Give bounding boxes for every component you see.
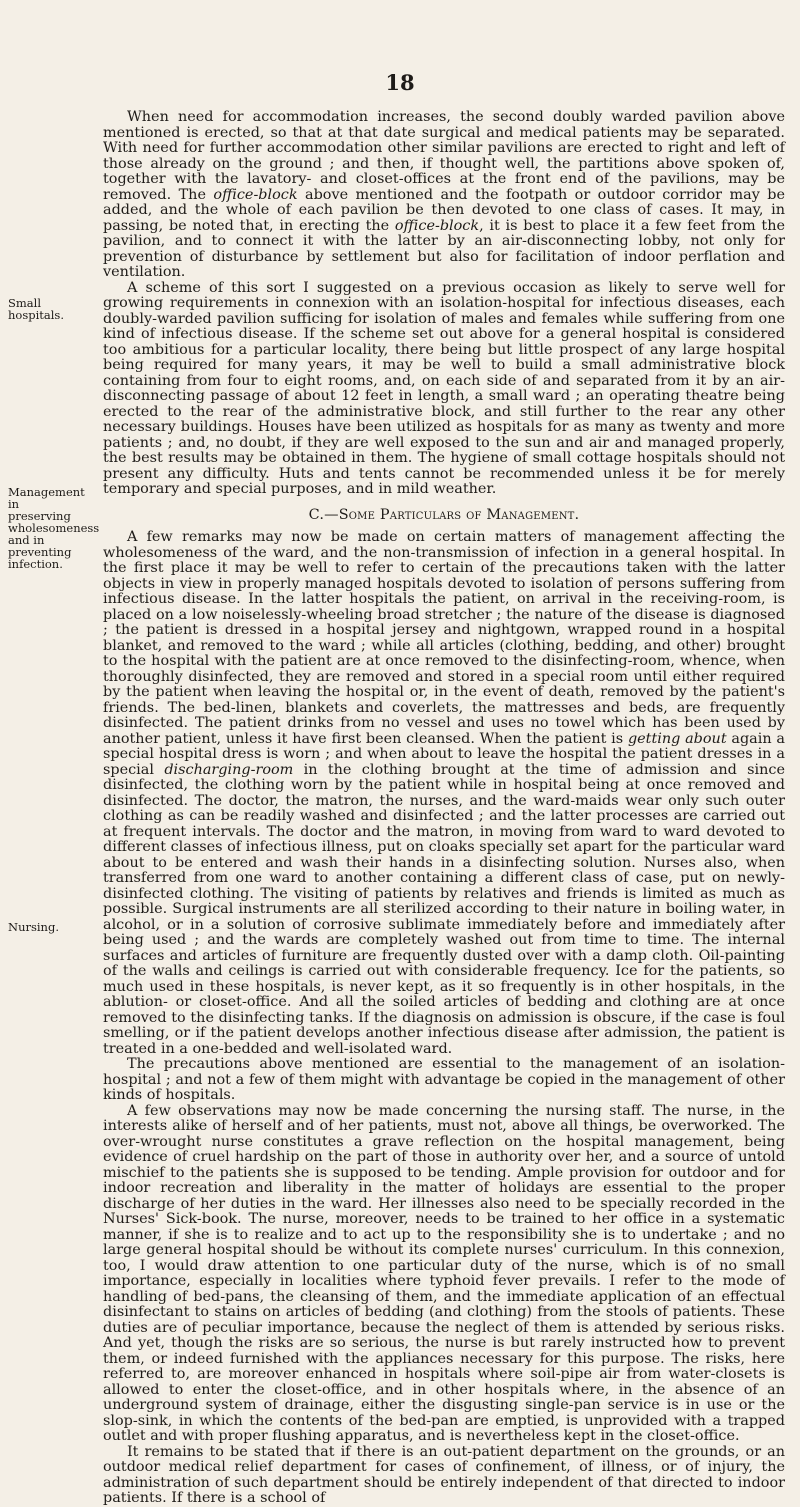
margin-note-small-hospitals: Small hospitals. bbox=[8, 296, 64, 322]
paragraph-small-hospitals: A scheme of this sort I suggested on a previous occasion as likely to serve well for growing requirements in connexion with an isolation-hospital for infectious diseases, each doubly-warded pavilion sufficing for isolation of males and females while suffering from one kind of infectious disease. If the scheme set out above for a general hospital is considered too ambitious for a particular locality, there being but little prospect of any large hospital being required for many years, it may be well to build a small administrative block containing from four to eight rooms, and, on each side of and separated from it by an air-disconnecting passage of about 12 feet in length, a small ward ; an operating theatre being erected to the rear of the administrative block, and still further to the rear any other necessary buildings. Houses have been utilized as hospitals for as many as twenty and more patients ; and, no doubt, if they are well exposed to the sun and air and managed properly, the best results may be obtained in them. The hygiene of small cottage hospitals should not present any difficulty. Huts and tents cannot be recommended unless it be for merely temporary and special purposes, and in mild weather. bbox=[103, 279, 785, 497]
page-body bbox=[103, 110, 785, 1507]
paragraph-out-patient: It remains to be stated that if there is an out-patient department on the grounds, or an outdoor medical relief department for cases of confinement, of illness, or of injury, the administration of such department should be entirely independent of that directed to indoor patients. If there is a school of bbox=[103, 1443, 785, 1506]
section-heading: C.—Some Particulars of Management. bbox=[308, 506, 580, 523]
paragraph-pavilions bbox=[103, 110, 785, 281]
page-number: 18 bbox=[385, 70, 415, 95]
text-run: in the clothing brought at the time of admission and since disinfected, the clothing worn by the patient while in hospital being at once removed and disinfected. The doctor, the matron, the nurses, and the ward-maids wear only such outer clothing as can be readily washed and disinfected ; and the latter processes are carried out at frequent intervals. The doctor and the matron, in moving from ward to ward devoted to different classes of infectious illness, put on cloaks specially set apart for the particular ward about to be entered and wash their hands in a disinfecting solution. Nurses also, when transferred from one ward to another containing a different class of case, put on newly-disinfected clothing. The visiting of patients by relatives and friends is limited as much as possible. Surgical instruments are all sterilized according to their nature in boiling water, in alcohol, or in a solution of corrosive sublimate immediately before and immediately after being used ; and the wards are completely washed out from time to time. The internal surfaces and articles of furniture are frequently dusted over with a damp cloth. Oil-painting of the walls and ceilings is carried out with considerable frequency. Ice for the patients, so much used in these hospitals, is never kept, as it so frequently is in other hospitals, in the ablution- or closet-office. And all the soiled articles of bedding and clothing are at once removed to the disinfecting tanks. If the diagnosis on admission is obscure, if the case is foul smelling, or if the patient develops another infectious disease after admission, the patient is treated in a one-bedded and well-isolated ward. bbox=[103, 761, 785, 1057]
paragraph-nursing: A few observations may now be made concerning the nursing staff. The nurse, in the interests alike of herself and of her patients, must not, above all things, be overworked. The over-wrought nurse constitutes a grave reflection on the hospital management, being evidence of cruel hardship on the part of those in authority over her, and a source of untold mischief to the patients she is supposed to be tending. Ample provision for outdoor and for indoor recreation and liberality in the matter of holidays are essential to the proper discharge of her duties in the ward. Her illnesses also need to be specially recorded in the Nurses' Sick-book. The nurse, moreover, needs to be trained to her office in a systematic manner, if she is to realize and to act up to the responsibility she is to undertake ; and no large general hospital should be without its complete nurses' curriculum. In this connexion, too, I would draw attention to one particular duty of the nurse, which is of no small importance, especially in localities where typhoid fever prevails. I refer to the mode of handling of bed-pans, the cleansing of them, and the immediate application of an effectual disinfectant to stains on articles of bedding (and clothing) from the stools of patients. These duties are of peculiar importance, because the neglect of them is attended by serious risks. And yet, though the risks are so serious, the nurse is but rarely instructed how to prevent them, or indeed furnished with the appliances necessary for this purpose. The risks, here referred to, are moreover enhanced in hospitals where soil-pipe air from water-closets is allowed to enter the closet-office, and in other hospitals where, in the absence of an underground system of drainage, either the disgusting single-pan service is in use or the slop-sink, in which the contents of the bed-pan are emptied, is unprovided with a trapped outlet and with proper flushing apparatus, and is nevertheless kept in the closet-office. bbox=[103, 1102, 785, 1444]
italic-term: getting about bbox=[627, 730, 727, 747]
paragraph-management bbox=[103, 530, 785, 1057]
text-run: again a special hospital dress is worn ; and when about to leave the hospital the patient dresses in a special bbox=[103, 730, 785, 778]
margin-note-nursing: Nursing. bbox=[8, 920, 59, 934]
margin-note-management: Management in preserving wholesomeness and in preventing infection. bbox=[8, 485, 100, 571]
text-run: , it is best to place it a few feet from the pavilion, and to connect it with the latter by an air-disconnecting lobby, not only for prevention of disturbance by settlement but also for facilitation of indoor perflation and ventilation. bbox=[103, 217, 785, 280]
text-run: above mentioned and the footpath or outdoor corridor may be added, and the whole of each pavilion be then devoted to one class of cases. It may, in passing, be noted that, in erecting the bbox=[103, 186, 786, 234]
italic-term: discharging-room bbox=[164, 761, 294, 778]
italic-term: office-block bbox=[394, 217, 480, 234]
text-run: When need for accommodation increases, the second doubly warded pavilion above mentioned is erected, so that at that date surgical and medical patients may be separated. With need for further accommodation other similar pavilions are erected to right and left of those already on the ground ; and then, if thought well, the partitions above spoken of, together with the lavatory- and closet-offices at the front end of the pavilions, may be removed. The bbox=[103, 109, 785, 203]
paragraph-precautions: The precautions above mentioned are essential to the management of an isolation-hospital ; and not a few of them might with advantage be copied in the management of other kinds of hospitals. bbox=[103, 1056, 785, 1103]
italic-term: office-block bbox=[213, 186, 298, 203]
text-run: A few remarks may now be made on certain matters of management affecting the wholesomeness of the ward, and the non-transmission of infection in a general hospital. In the first place it may be well to refer to certain of the precautions taken with the latter objects in view in properly managed hospitals devoted to isolation of persons suffering from infectious disease. In the latter hospitals the patient, on arrival in the receiving-room, is placed on a low noiselessly-wheeling broad stretcher ; the nature of the disease is diagnosed ; the patient is dressed in a hospital jersey and nightgown, wrapped round in a hospital blanket, and removed to the ward ; while all articles (clothing, bedding, and other) brought to the hospital with the patient are at once removed to the disinfecting-room, whence, when thoroughly disinfected, they are removed and stored in a special room until either required by the patient when leaving the hospital or, in the event of death, removed by the patient's friends. The bed-linen, blankets and coverlets, the mattresses and beds, are frequently disinfected. The patient drinks from no vessel and uses no towel which has been used by another patient, unless it have first been cleansed. When the patient is bbox=[103, 529, 785, 747]
